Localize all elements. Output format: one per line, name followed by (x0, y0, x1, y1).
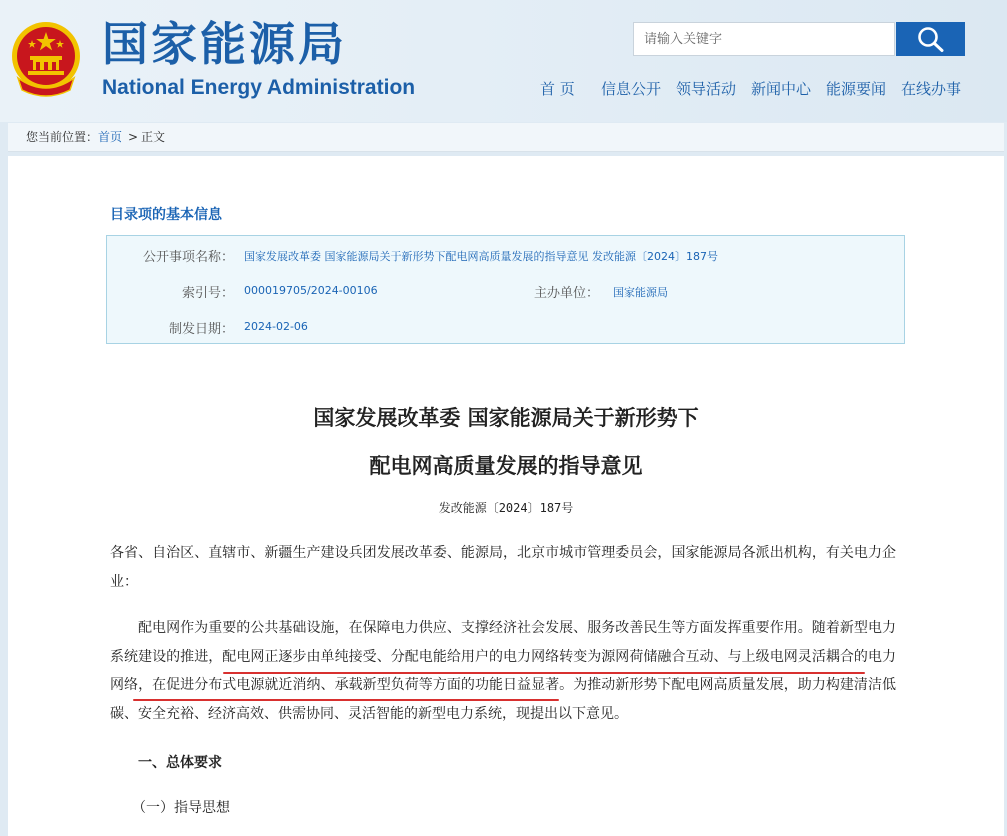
red-underline-annotation (133, 699, 559, 701)
breadcrumb (8, 123, 1004, 152)
catalog-index-value: 000019705/2024-00106 (244, 284, 378, 297)
catalog-name-label: 公开事项名称： (142, 250, 234, 265)
breadcrumb-separator: > (128, 130, 139, 144)
nav-energy-news[interactable]: 能源要闻 (826, 80, 887, 98)
site-header (0, 0, 1007, 122)
nav-leadership[interactable]: 领导活动 (676, 80, 737, 98)
breadcrumb-current: 正文 (141, 130, 166, 144)
catalog-date-value: 2024-02-06 (244, 320, 308, 333)
breadcrumb-home-link[interactable]: 首页 (98, 130, 123, 144)
catalog-organ-value: 国家能源局 (613, 286, 668, 299)
section-heading-general-requirements: 一、总体要求 (138, 755, 222, 771)
document-title-line2: 配电网高质量发展的指导意见 (369, 453, 643, 478)
catalog-info-box (106, 235, 905, 344)
search-button[interactable] (896, 22, 965, 56)
article-content (8, 156, 1004, 836)
nav-info-disclosure[interactable]: 信息公开 (601, 80, 662, 98)
national-emblem-icon[interactable] (8, 18, 84, 98)
document-title-line1: 国家发展改革委 国家能源局关于新形势下 (313, 405, 699, 430)
catalog-name-value: 国家发展改革委 国家能源局关于新形势下配电网高质量发展的指导意见 发改能源〔2024〕187号 (244, 250, 718, 263)
nav-news-center[interactable]: 新闻中心 (751, 80, 812, 98)
addressee-paragraph: 各省、自治区、直辖市、新疆生产建设兵团发展改革委、能源局，北京市城市管理委员会，国家能源局各派出机构，有关电力企业： (110, 545, 896, 590)
site-title-en[interactable]: National Energy Administration (102, 76, 416, 99)
document-number: 发改能源〔2024〕187号 (438, 501, 574, 515)
catalog-index-label: 索引号： (181, 286, 234, 301)
nav-home[interactable]: 首 页 (540, 80, 575, 98)
search-input[interactable] (633, 22, 895, 56)
subsection-heading-guiding-ideology: （一）指导思想 (132, 800, 230, 816)
red-underline-annotation (223, 672, 865, 674)
catalog-section-title: 目录项的基本信息 (110, 207, 222, 223)
search-icon (916, 25, 946, 53)
catalog-organ-label: 主办单位： (533, 286, 599, 301)
site-title-cn[interactable]: 国家能源局 (102, 17, 347, 71)
catalog-date-label: 制发日期： (168, 322, 234, 337)
nav-online-services[interactable]: 在线办事 (901, 80, 962, 98)
intro-paragraph: 配电网作为重要的公共基础设施，在保障电力供应、支撑经济社会发展、服务改善民生等方面发挥重要作用。随着新型电力系统建设的推进，配电网正逐步由单纯接受、分配电能给用户的电力网络转变为源网荷储融合互动、与上级电网灵活耦合的电力网络，在促进分布式电源就近消纳、承载新型负荷等方面的功能日益显著。为推动新形势下配电网高质量发展，助力构建清洁低碳、安全充裕、经济高效、供需协同、灵活智能的新型电力系统，现提出以下意见。 (110, 620, 896, 722)
breadcrumb-prefix: 您当前位置： (26, 130, 99, 144)
